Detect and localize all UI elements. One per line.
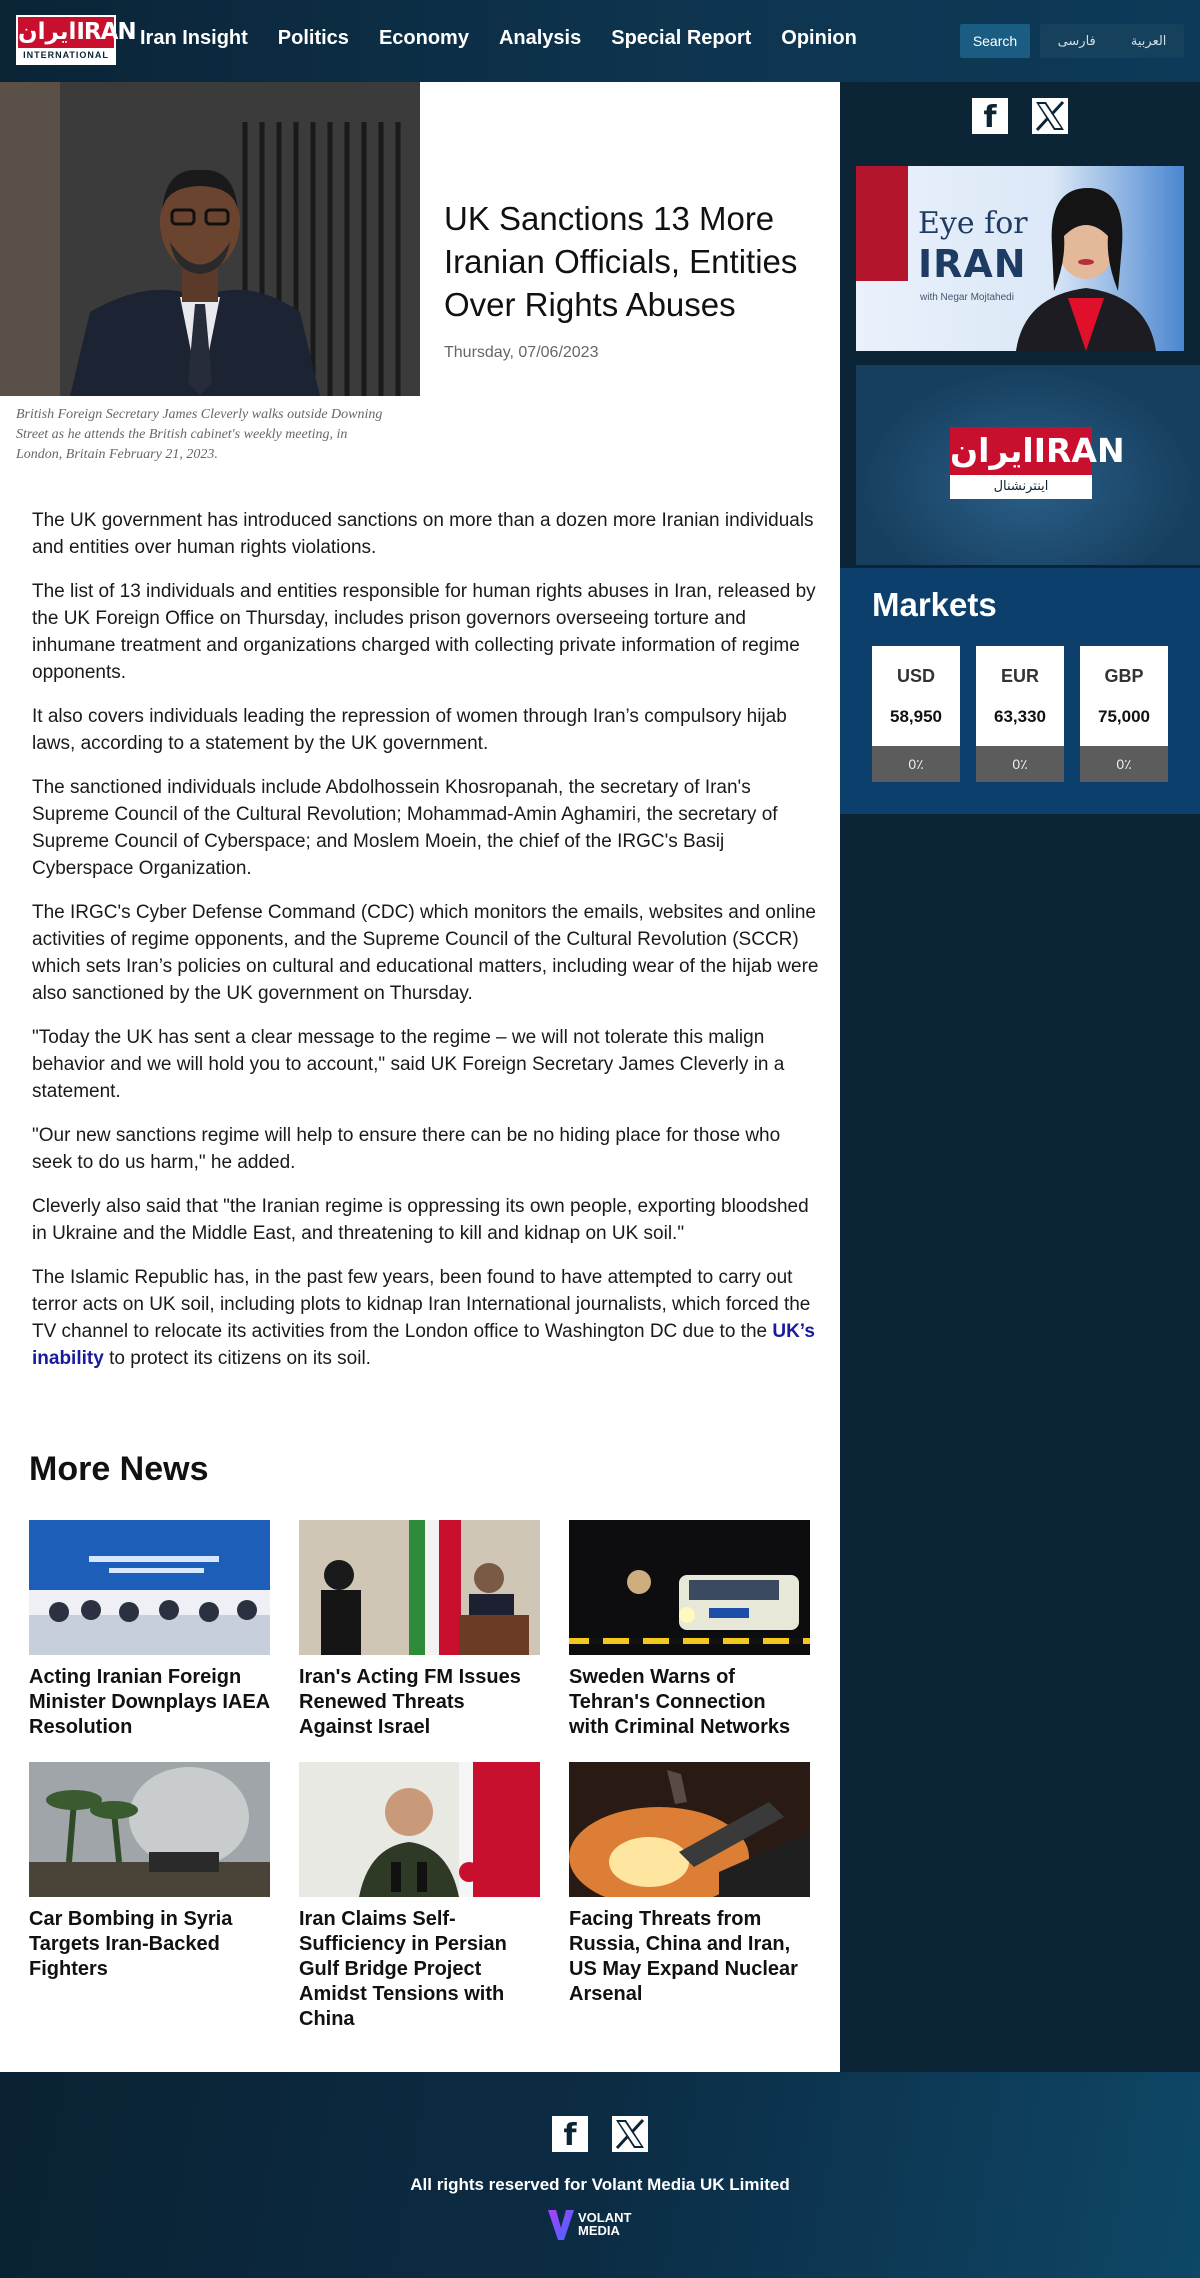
nav-iran-insight[interactable]: Iran Insight <box>140 27 248 49</box>
news-card-image[interactable] <box>299 1520 540 1655</box>
news-card-title[interactable]: Iran Claims Self-Sufficiency in Persian Gulf Bridge Project Amidst Tensions with China <box>299 1908 507 2030</box>
news-card[interactable] <box>29 1762 270 2032</box>
main-nav <box>140 27 857 50</box>
currency-value: 58,950 <box>890 707 942 726</box>
logo-wordmark: ایرانIRAN <box>18 17 114 48</box>
banner-iran: IRAN <box>918 242 1027 286</box>
news-card[interactable] <box>299 1762 540 2032</box>
news-card[interactable] <box>299 1520 540 1740</box>
brics-meeting-image <box>29 1520 270 1655</box>
article-paragraph-last <box>32 1264 822 1372</box>
commander-image <box>299 1762 540 1897</box>
police-car-image <box>569 1520 810 1655</box>
news-card-image[interactable] <box>29 1520 270 1655</box>
currency-name: USD <box>896 666 935 686</box>
lang-arabic[interactable]: العربية <box>1130 33 1167 49</box>
footer-rights: All rights reserved for Volant Media UK Limited <box>410 2175 790 2194</box>
promo-subtitle: اینترنشنال <box>993 479 1049 494</box>
news-card-title[interactable]: Facing Threats from Russia, China and Iran, US May Expand Nuclear Arsenal <box>569 1908 798 2005</box>
logo-subtitle: INTERNATIONAL <box>18 48 114 63</box>
footer-social-links <box>552 2116 648 2152</box>
main-content <box>0 82 840 2072</box>
social-links <box>972 98 1068 134</box>
article-paragraph: The list of 13 individuals and entities responsible for human rights abuses in Iran, released by the UK Foreign Office on Thursday, includes prison governors overseeing torture and inhumane treatment and organizations charged with collecting private information of regime opponents. <box>32 581 816 683</box>
article-paragraph: "Our new sanctions regime will help to ensure there can be no hiding place for those who seek to do us harm," he added. <box>32 1125 781 1173</box>
news-card[interactable] <box>569 1762 810 2032</box>
iran-international-promo[interactable] <box>856 365 1200 565</box>
facebook-icon[interactable]: f <box>552 2116 588 2152</box>
nav-economy[interactable]: Economy <box>378 27 469 49</box>
uk-inability-link[interactable]: UK’s inability <box>32 1321 815 1369</box>
currency-name: EUR <box>1000 666 1039 686</box>
news-card-title[interactable]: Iran's Acting FM Issues Renewed Threats Against Israel <box>299 1666 521 1738</box>
news-card-title[interactable]: Sweden Warns of Tehran's Connection with Criminal Networks <box>569 1666 791 1738</box>
paragraph-text: The Islamic Republic has, in the past few years, been found to have attempted to carry out terror acts on UK soil, including plots to kidnap Iran International journalists, which forced the TV channel to relocate its activities from the London office to Washington DC due to the <box>32 1267 811 1342</box>
banner-host: with Negar Mojtahedi <box>920 292 1014 303</box>
article-paragraph: It also covers individuals leading the repression of women through Iran’s compulsory hijab laws, according to a statement by the UK government. <box>32 706 787 754</box>
more-news-grid <box>29 1520 811 2032</box>
currency-change: 0٪ <box>1080 746 1168 782</box>
promo-wordmark: ایرانIRAN <box>950 427 1092 475</box>
currency-gbp <box>1080 646 1168 782</box>
news-card[interactable] <box>569 1520 810 1740</box>
article-headline: UK Sanctions 13 More Iranian Officials, Entities Over Rights Abuses <box>444 200 798 323</box>
article-paragraph: "Today the UK has sent a clear message to the regime – we will not tolerate this malign behavior and we will hold you to account," said UK Foreign Secretary James Cleverly in a statement. <box>32 1027 785 1102</box>
host-portrait <box>856 166 1184 351</box>
news-card-image[interactable] <box>569 1762 810 1897</box>
banner-title: Eye for <box>918 206 1028 241</box>
markets-widget <box>840 568 1200 814</box>
currency-eur <box>976 646 1064 782</box>
currency-change: 0٪ <box>872 746 960 782</box>
volant-v-icon <box>548 2208 574 2240</box>
nav-analysis[interactable]: Analysis <box>498 27 582 49</box>
nav-politics[interactable]: Politics <box>277 27 349 49</box>
x-twitter-icon[interactable] <box>612 2116 648 2152</box>
paragraph-text: to protect its citizens on its soil. <box>103 1348 371 1369</box>
car-bombing-image <box>29 1762 270 1897</box>
hero-image <box>0 82 420 396</box>
currency-usd <box>872 646 960 782</box>
site-logo[interactable] <box>16 15 136 65</box>
article-paragraph: The sanctioned individuals include Abdolhossein Khosropanah, the secretary of Iran's Supreme Council of the Cultural Revolution; Mohammad-Amin Aghamiri, the secretary of Supreme Council of Cyberspace; and Moslem Moein, the chief of the IRGC's Basij Cyberspace Organization. <box>32 777 778 879</box>
hero-photo-illustration <box>0 82 420 396</box>
news-card[interactable] <box>29 1520 270 1740</box>
volant-media-logo[interactable] <box>548 2208 631 2240</box>
article-paragraph: The UK government has introduced sanctions on more than a dozen more Iranian individuals and entities over human rights violations. <box>32 510 814 558</box>
news-card-image[interactable] <box>299 1762 540 1897</box>
currency-name: GBP <box>1104 666 1144 686</box>
currency-change: 0٪ <box>976 746 1064 782</box>
fm-meeting-image <box>299 1520 540 1655</box>
news-card-image[interactable] <box>569 1520 810 1655</box>
news-card-image[interactable] <box>29 1762 270 1897</box>
article-paragraph: The IRGC's Cyber Defense Command (CDC) which monitors the emails, websites and online activities of regime opponents, and the Supreme Council of the Cultural Revolution (SCCR) which sets Iran’s policies on cultural and educational matters, including wear of the hijab were also sanctioned by the UK government on Thursday. <box>32 902 819 1004</box>
hero-caption: British Foreign Secretary James Cleverly walks outside Downing Street as he attends the British cabinet's weekly meeting, in London, Britain February 21, 2023. <box>16 407 383 462</box>
facebook-icon[interactable]: f <box>972 98 1008 134</box>
currency-value: 63,330 <box>994 707 1046 726</box>
article-paragraph: Cleverly also said that "the Iranian regime is oppressing its own people, exporting bloodshed in Ukraine and the Middle East, and threatening to kill and kidnap on UK soil." <box>32 1196 809 1244</box>
volant-wordmark: VOLANT MEDIA <box>578 2210 632 2238</box>
news-card-title[interactable]: Car Bombing in Syria Targets Iran-Backed Fighters <box>29 1908 233 1980</box>
lang-persian[interactable]: فارسی <box>1057 33 1096 49</box>
article-date: Thursday, 07/06/2023 <box>444 344 599 361</box>
markets-title: Markets <box>872 586 997 623</box>
x-twitter-icon[interactable] <box>1032 98 1068 134</box>
news-card-title[interactable]: Acting Iranian Foreign Minister Downplays IAEA Resolution <box>29 1666 270 1738</box>
search-button[interactable]: Search <box>960 24 1030 58</box>
nav-opinion[interactable]: Opinion <box>781 27 857 49</box>
more-news-title: More News <box>29 1450 209 1488</box>
article-body <box>32 507 822 1389</box>
nav-special-report[interactable]: Special Report <box>611 27 752 49</box>
site-header <box>0 0 1200 82</box>
site-footer <box>0 2072 1200 2278</box>
currency-value: 75,000 <box>1098 707 1150 726</box>
sidebar <box>840 82 1200 2072</box>
missile-launch-image <box>569 1762 810 1897</box>
promo-logo <box>950 427 1125 499</box>
eye-for-iran-banner[interactable] <box>856 166 1184 351</box>
language-switcher <box>1040 24 1184 58</box>
